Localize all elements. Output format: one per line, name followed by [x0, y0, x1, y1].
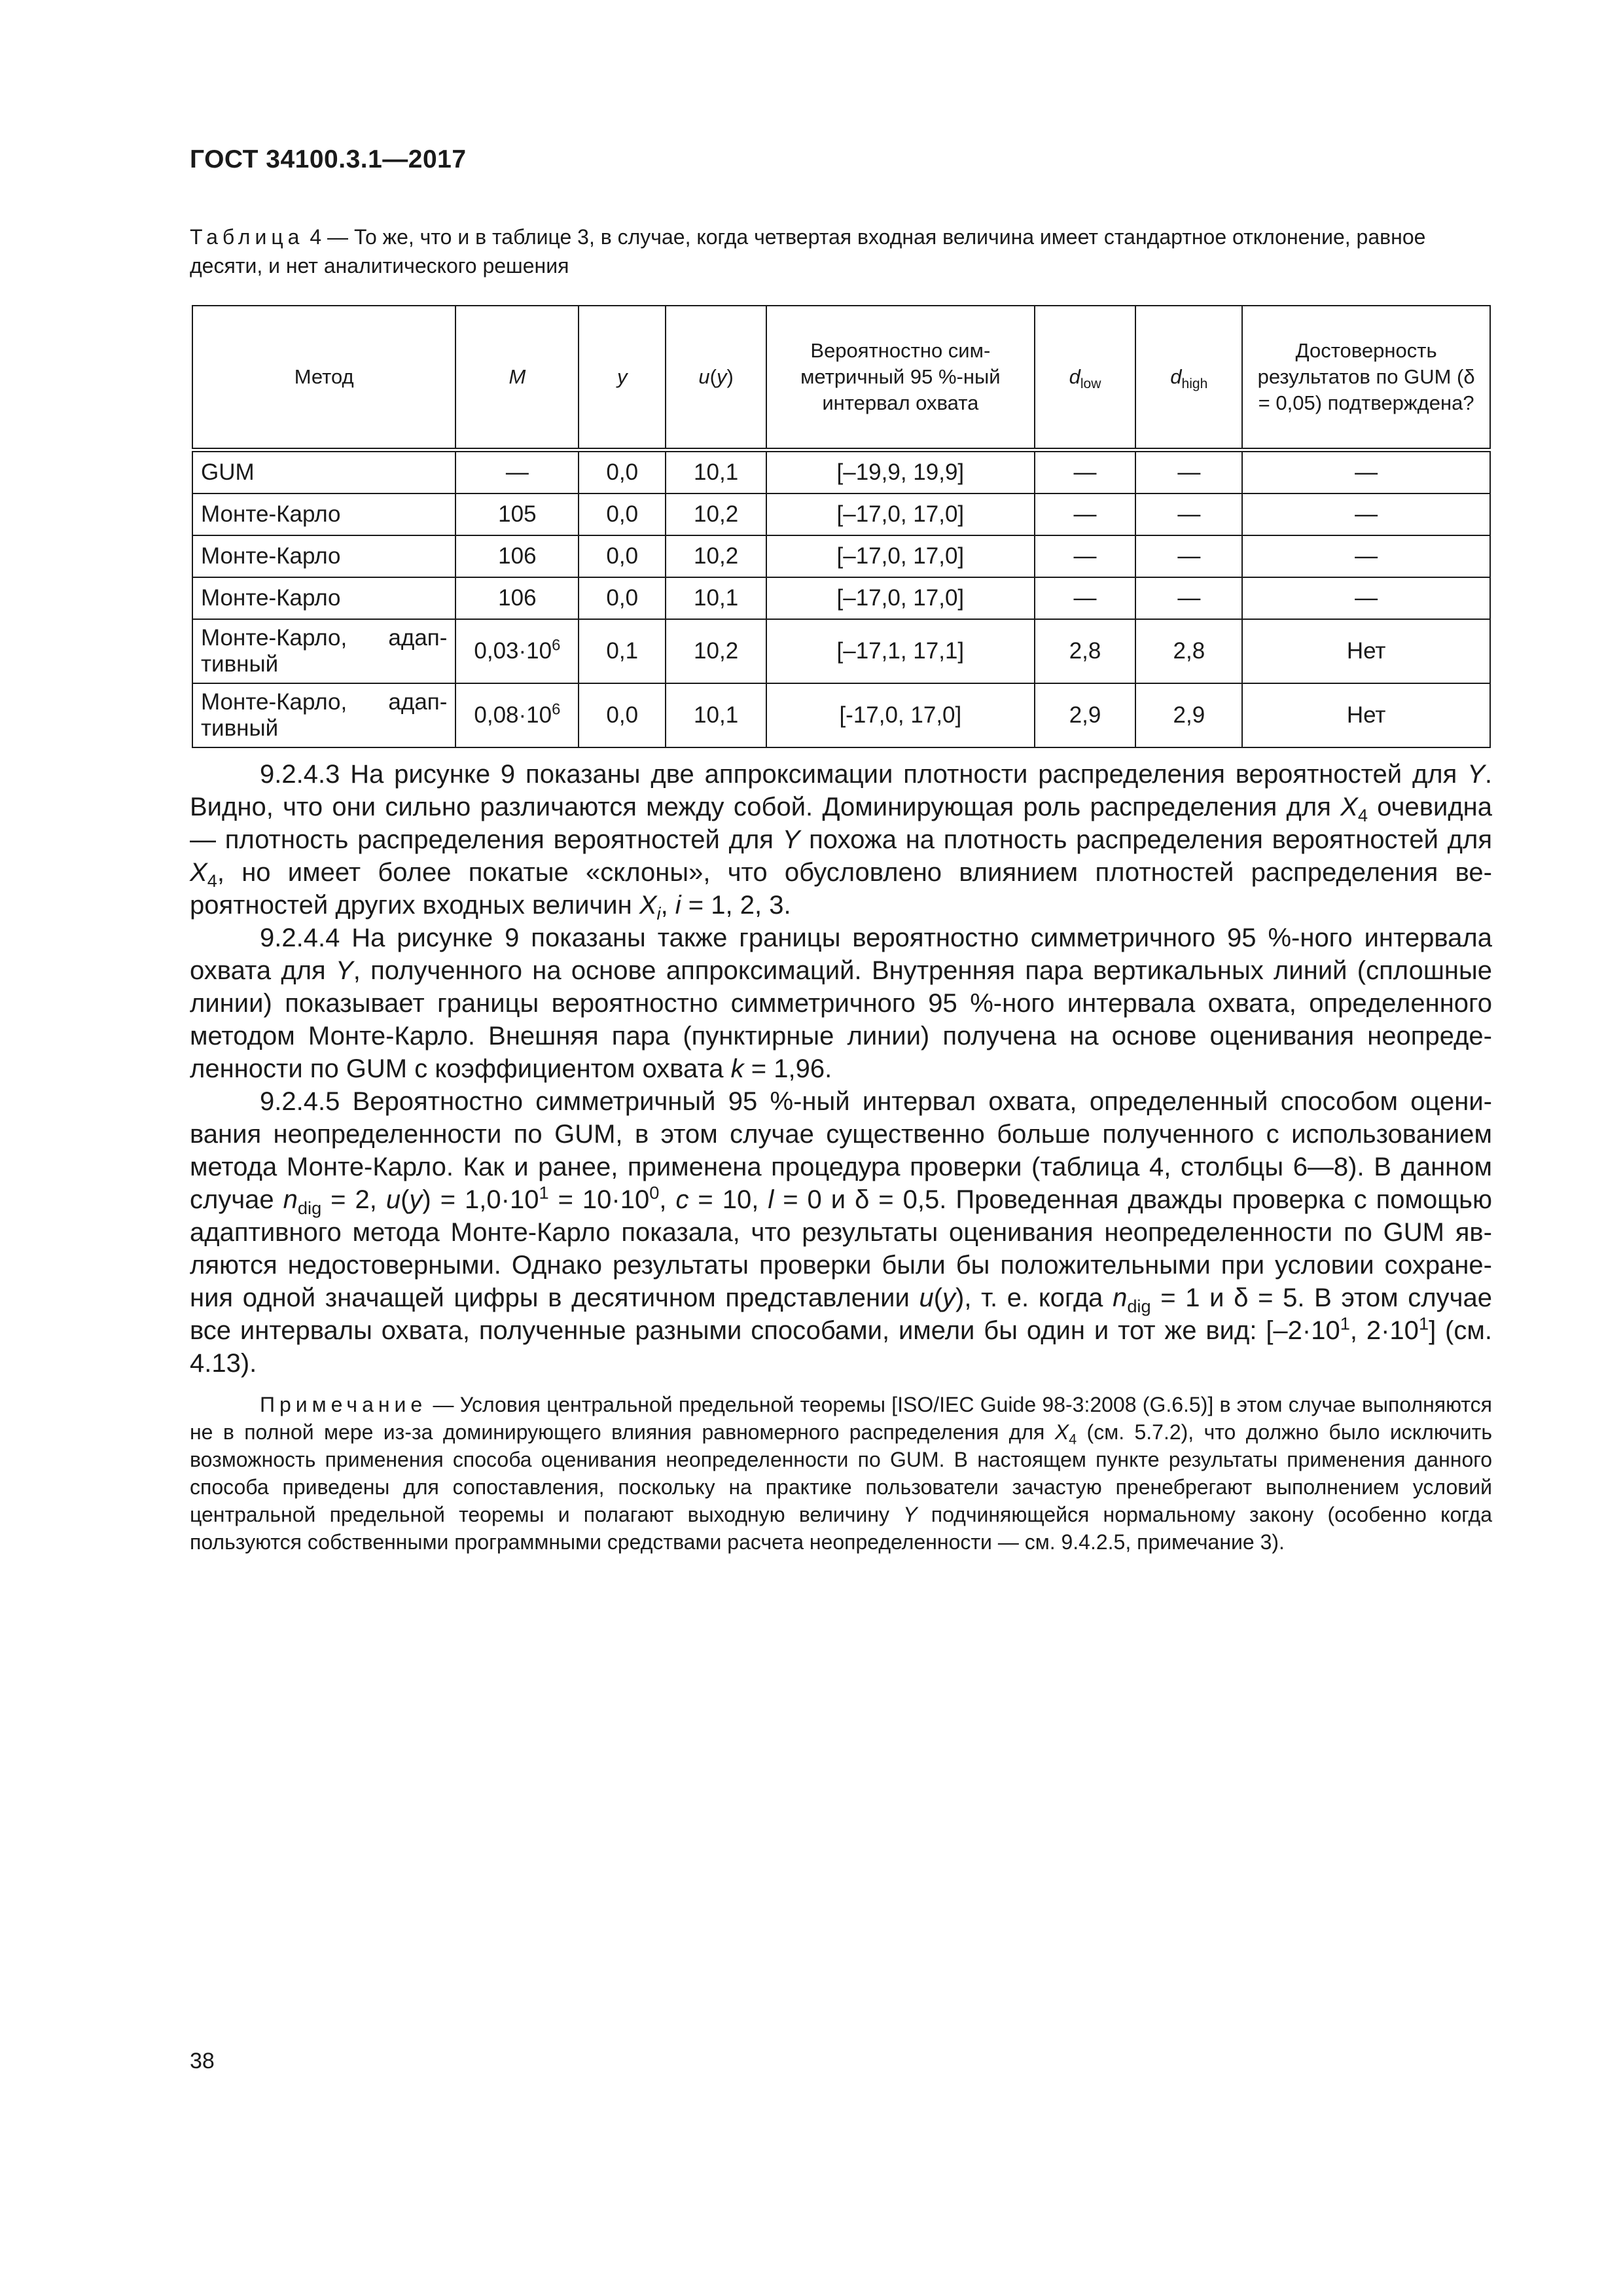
cell-uy: 10,2 [666, 535, 766, 577]
cell-dlow: — [1035, 535, 1136, 577]
cell-y: 0,0 [579, 683, 666, 747]
cell-dlow: 2,9 [1035, 683, 1136, 747]
cell-uy: 10,2 [666, 493, 766, 535]
table-caption-text: 4 — То же, что и в таблице 3, в случае, когда четвертая входная величина имеет стандартное отклонение, равное десяти, и нет аналитического решения [190, 225, 1426, 278]
results-table [192, 305, 1491, 748]
cell-interval: [–17,0, 17,0] [766, 493, 1035, 535]
col-header-method: Метод [192, 306, 455, 450]
cell-dlow: — [1035, 493, 1136, 535]
cell-validated: — [1242, 535, 1490, 577]
table-caption [190, 223, 1492, 280]
cell-dhigh: 2,8 [1135, 619, 1242, 683]
col-header-y: y [579, 306, 666, 450]
col-header-dhigh: $d_{high}$ [1135, 306, 1242, 450]
cell-dhigh: — [1135, 577, 1242, 619]
table-row [192, 450, 1490, 494]
cell-interval: [–19,9, 19,9] [766, 450, 1035, 494]
cell-uy: 10,1 [666, 683, 766, 747]
cell-dlow: 2,8 [1035, 619, 1136, 683]
cell-method: GUM [192, 450, 455, 494]
cell-validated: — [1242, 577, 1490, 619]
cell-dhigh: 2,9 [1135, 683, 1242, 747]
paragraph-9-2-4-5: 9.2.4.5 Вероятностно симметричный 95 %-ный интервал охвата, определенный способом оценивания неопределенности по GUM, в этом случае существенно больше полученного с использованием метода Монте-Карло. Как и ранее, применена процедура проверки (таблица 4, столбцы 6—8). В данном случае $n_{dig} = 2$, $u(y) = 1,0\cdot 10^1 = 10\cdot 10^0$, c = 10, l = 0 и δ = 0,5. Проведенная дважды проверка с помощью адаптивного метода Монте-Карло показала, что результаты оценивания неопределенности по GUM являются недостоверными. Однако результаты проверки были бы положительными при условии сохранения одной значащей цифры в десятичном представлении u(y), т. е. когда $n_{dig} = 1$ и δ = 5. В этом случае все интервалы охвата, полученные разными способами, имели бы один и тот же вид: [$-2\cdot 10^1$, $2\cdot 10^1$] (см. 4.13). [190, 1087, 1493, 1378]
col-header-dlow: $d_{low}$ [1035, 306, 1136, 450]
table-row [192, 577, 1490, 619]
cell-validated: — [1242, 450, 1490, 494]
cell-validated: Нет [1242, 619, 1490, 683]
col-header-validated: Достоверность результатов по GUM (δ = 0,05) подтверждена? [1242, 306, 1490, 450]
cell-y: 0,0 [579, 577, 666, 619]
cell-M: — [455, 450, 579, 494]
cell-validated: — [1242, 493, 1490, 535]
cell-M: 106 [455, 577, 579, 619]
note [190, 1391, 1492, 1556]
col-header-interval: Вероятностно симметричный 95 %-ный интервал охвата [766, 306, 1035, 450]
cell-uy: 10,1 [666, 450, 766, 494]
cell-interval: [–17,0, 17,0] [766, 577, 1035, 619]
cell-method: Монте-Карло [192, 535, 455, 577]
note-paragraph: Примечание — Условия центральной предельной теоремы [ISO/IEC Guide 98-3:2008 (G.6.5)] в этом случае выполняются не в полной мере из-за доминирующего влияния равномерного распределения для $X_4$ (см. 5.7.2), что должно было исключить возможность применения способа оценивания неопределенности по GUM. В настоящем пункте результаты применения данного способа приведены для сопоставления, поскольку на практике пользователи зачастую пренебрегают выполнением условий центральной предельной теоремы и полагают выходную величину Y подчиняющейся нормальному закону (особенно когда пользуются собственными программными средствами расчета неопределенности — см. 9.4.2.5, примечание 3). [190, 1393, 1493, 1554]
table-row [192, 493, 1490, 535]
cell-y: 0,1 [579, 619, 666, 683]
cell-M: $0,03\cdot 10^6$ [455, 619, 579, 683]
cell-method: Монте-Карло, адаптивный [192, 683, 455, 747]
cell-M: $0,08\cdot 10^6$ [455, 683, 579, 747]
table-row [192, 683, 1490, 747]
body-text [190, 758, 1492, 1380]
col-header-uy: u(y) [666, 306, 766, 450]
cell-dhigh: — [1135, 535, 1242, 577]
page-number: 38 [190, 2049, 215, 2073]
table-row [192, 535, 1490, 577]
cell-dhigh: — [1135, 450, 1242, 494]
document-header: ГОСТ 34100.3.1—2017 [190, 145, 467, 173]
note-label: Примечание [260, 1393, 427, 1416]
table-row [192, 619, 1490, 683]
cell-method: Монте-Карло [192, 577, 455, 619]
cell-y: 0,0 [579, 450, 666, 494]
cell-dhigh: — [1135, 493, 1242, 535]
cell-interval: [–17,1, 17,1] [766, 619, 1035, 683]
col-header-M: M [455, 306, 579, 450]
cell-interval: [–17,0, 17,0] [766, 535, 1035, 577]
cell-validated: Нет [1242, 683, 1490, 747]
table-caption-label: Таблица [190, 225, 304, 249]
cell-M: 106 [455, 535, 579, 577]
cell-M: 105 [455, 493, 579, 535]
cell-dlow: — [1035, 450, 1136, 494]
cell-method: Монте-Карло, адаптивный [192, 619, 455, 683]
cell-dlow: — [1035, 577, 1136, 619]
cell-y: 0,0 [579, 493, 666, 535]
cell-method: Монте-Карло [192, 493, 455, 535]
cell-uy: 10,2 [666, 619, 766, 683]
paragraph-9-2-4-3: 9.2.4.3 На рисунке 9 показаны две аппроксимации плотности распределения вероятностей для Y. Видно, что они сильно различаются между собой. Доминирующая роль распределения для $X_4$ очевидна — плотность распределения вероятностей для Y похожа на плотность распределения вероятностей для $X_4$, но имеет более покатые «склоны», что обусловлено влиянием плотностей распределения вероятностей других входных величин $X_i$, i = 1, 2, 3. [190, 760, 1493, 924]
cell-y: 0,0 [579, 535, 666, 577]
cell-interval: [-17,0, 17,0] [766, 683, 1035, 747]
table-header-row [192, 306, 1490, 450]
cell-uy: 10,1 [666, 577, 766, 619]
paragraph-9-2-4-4: 9.2.4.4 На рисунке 9 показаны также границы вероятностно симметричного 95 %-ного интервала охвата для Y, полученного на основе аппроксимаций. Внутренняя пара вертикальных линий (сплошные линии) показывает границы вероятностно симметричного 95 %-ного интервала охвата, определенного методом Монте-Карло. Внешняя пара (пунктирные линии) получена на основе оценивания неопределенности по GUM с коэффициентом охвата k = 1,96. [190, 924, 1492, 1083]
